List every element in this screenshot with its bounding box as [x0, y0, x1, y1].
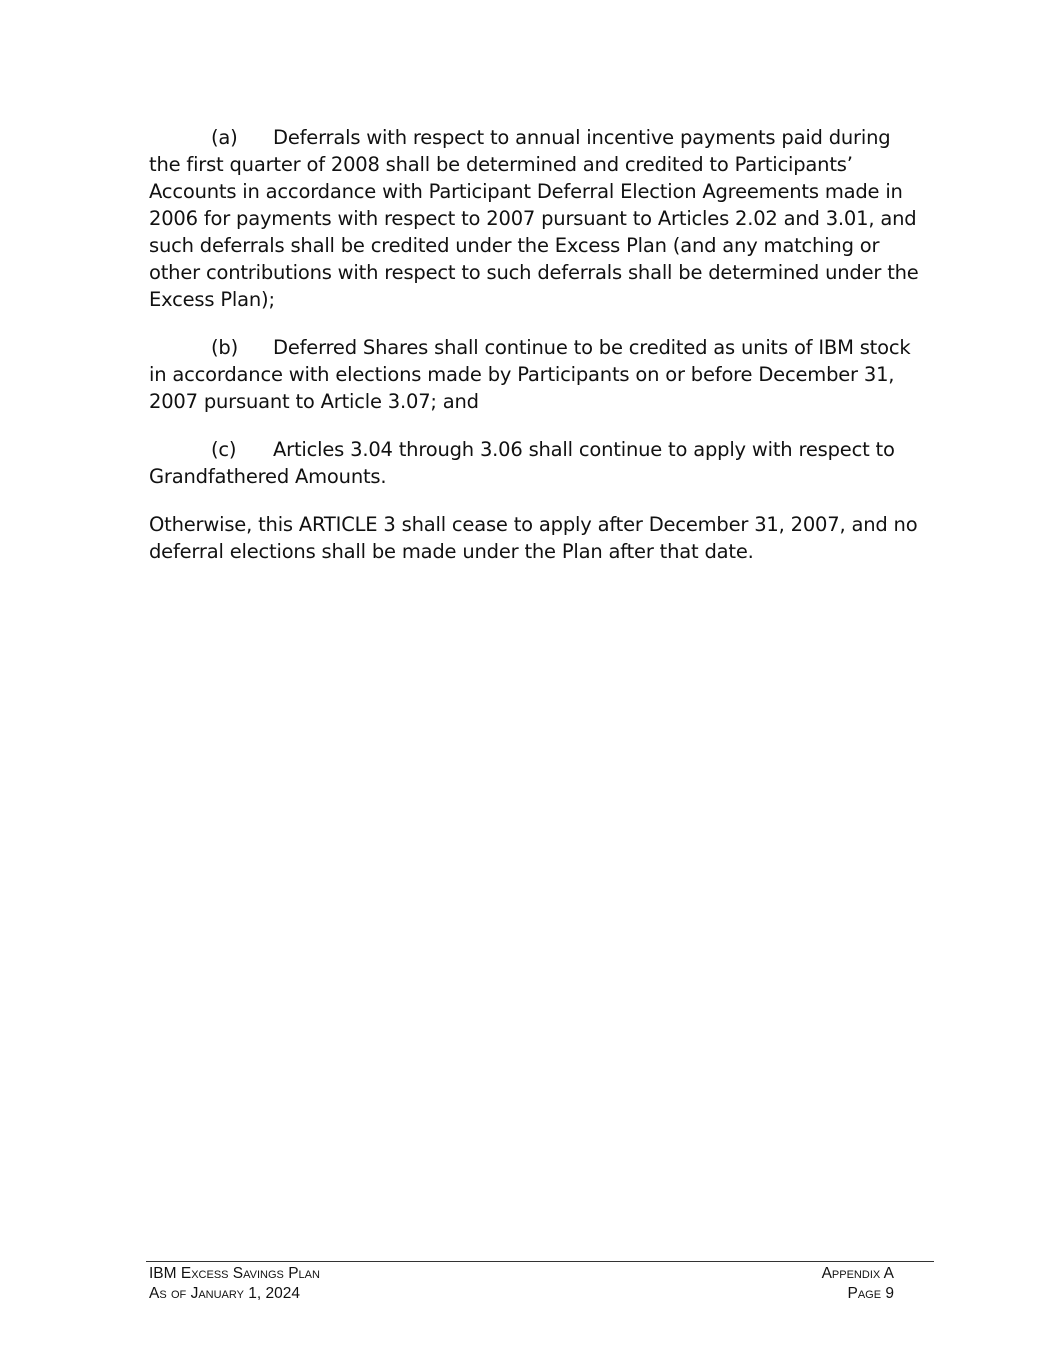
- page-footer: [149, 1264, 894, 1304]
- closing-paragraph: Otherwise, this ARTICLE 3 shall cease to apply after December 31, 2007, and no deferral elections shall be made under the Plan after that date.: [149, 513, 918, 563]
- paragraph-c: [149, 436, 919, 490]
- paragraph-text: Deferrals with respect to annual incentive payments paid during the first quarter of 2008 shall be determined and credited to Participants’ Accounts in accordance with Participant Deferral Election Agreements made in 2006 for payments with respect to 2007 pursuant to Articles 2.02 and 3.01, and such deferrals shall be credited under the Excess Plan (and any matching or other contributions with respect to such deferrals shall be determined under the Excess Plan);: [149, 126, 919, 311]
- footer-plan-name: IBM Excess Savings Plan: [149, 1265, 320, 1282]
- footer-page-number: Page 9: [847, 1285, 894, 1302]
- paragraph-label: (b): [211, 336, 238, 359]
- footer-appendix: Appendix A: [821, 1265, 894, 1282]
- paragraph-a: [149, 124, 919, 313]
- footer-divider: [146, 1261, 934, 1262]
- paragraph-text: Articles 3.04 through 3.06 shall continue to apply with respect to Grandfathered Amounts.: [149, 438, 895, 488]
- paragraph-label: (a): [211, 126, 238, 149]
- document-body: [149, 124, 919, 586]
- paragraph-text: Deferred Shares shall continue to be credited as units of IBM stock in accordance with elections made by Participants on or before December 31, 2007 pursuant to Article 3.07; and: [149, 336, 911, 413]
- paragraph-label: (c): [211, 438, 237, 461]
- footer-as-of-date: As of January 1, 2024: [149, 1285, 300, 1302]
- paragraph-b: [149, 334, 919, 415]
